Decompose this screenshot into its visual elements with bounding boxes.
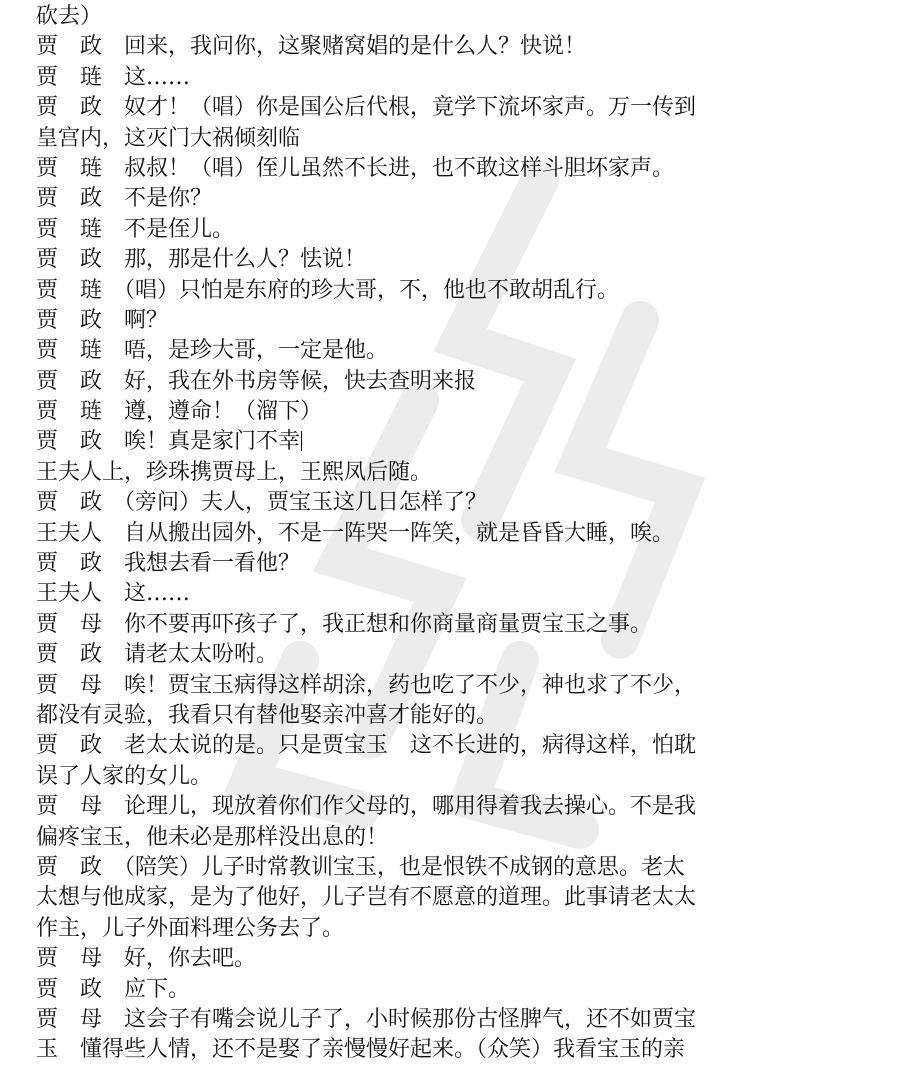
script-line: 贾 政 （陪笑）儿子时常教训宝玉，也是恨铁不成钢的意思。老太 bbox=[36, 854, 686, 880]
script-line: 误了人家的女儿。 bbox=[36, 763, 213, 789]
script-line: 贾 琏 （唱）只怕是东府的珍大哥，不，他也不敢胡乱行。 bbox=[36, 277, 620, 303]
script-line: 贾 琏 不是侄儿。 bbox=[36, 216, 235, 242]
script-line-with-caret[interactable] bbox=[36, 427, 876, 457]
script-line: 砍去） bbox=[36, 4, 103, 29]
script-line: 贾 政 那，那是什么人？怯说！ bbox=[36, 247, 367, 273]
script-line: 王夫人 这…… bbox=[36, 581, 191, 607]
stage-direction: 王夫人上，珍珠携贾母上，王熙凤后随。 bbox=[36, 459, 433, 485]
script-line: 都没有灵验，我看只有替他娶亲冲喜才能好的。 bbox=[36, 702, 499, 728]
script-line: 贾 母 论理儿，现放着你们作父母的，哪用得着我去操心。不是我 bbox=[36, 794, 697, 820]
script-page bbox=[36, 2, 876, 1066]
script-line: 作主，儿子外面料理公务去了。 bbox=[36, 915, 345, 941]
script-line: 贾 政 （旁问）夫人，贾宝玉这几日怎样了？ bbox=[36, 490, 488, 516]
script-line: 贾 琏 叔叔！（唱）侄儿虽然不长进，也不敢这样斗胆坏家声。 bbox=[36, 155, 675, 181]
script-line: 太想与他成家，是为了他好，儿子岂有不愿意的道理。此事请老太太 bbox=[36, 885, 697, 911]
script-line: 贾 政 奴才！（唱）你是国公后代根，竟学下流坏家声。万一传到 bbox=[36, 95, 697, 121]
script-line: 贾 母 好，你去吧。 bbox=[36, 946, 257, 972]
script-line: 皇宫内，这灭门大祸倾刻临 bbox=[36, 125, 301, 151]
script-line: 王夫人 自从搬出园外，不是一阵哭一阵笑，就是昏昏大睡，唉。 bbox=[36, 520, 675, 546]
script-line: 贾 政 老太太说的是。只是贾宝玉 这不长进的，病得这样，怕耽 bbox=[36, 733, 697, 759]
script-line: 贾 政 我想去看一看他？ bbox=[36, 551, 301, 577]
script-line: 贾 政 好，我在外书房等候，快去查明来报 bbox=[36, 368, 477, 394]
script-line: 贾 政 应下。 bbox=[36, 976, 191, 1002]
script-line: 贾 政 啊？ bbox=[36, 307, 169, 333]
script-line: 贾 政 请老太太吩咐。 bbox=[36, 642, 279, 668]
script-line: 贾 政 不是你？ bbox=[36, 186, 213, 212]
script-line: 贾 母 你不要再吓孩子了，我正想和你商量商量贾宝玉之事。 bbox=[36, 611, 653, 637]
script-line: 贾 琏 唔，是珍大哥，一定是他。 bbox=[36, 338, 389, 364]
script-line: 玉 懂得些人情，还不是娶了亲慢慢好起来。（众笑）我看宝玉的亲 bbox=[36, 1037, 686, 1063]
script-line: 贾 琏 这…… bbox=[36, 64, 191, 90]
text-cursor bbox=[301, 431, 302, 451]
script-line: 贾 母 这会子有嘴会说儿子了，小时候那份古怪脾气，还不如贾宝 bbox=[36, 1006, 697, 1032]
script-line: 贾 母 唉！贾宝玉病得这样胡涂，药也吃了不少，神也求了不少， bbox=[36, 672, 697, 698]
script-line: 贾 政 回来，我问你，这聚赌窝娼的是什么人？快说！ bbox=[36, 34, 587, 60]
script-line: 偏疼宝玉，他未必是那样没出息的！ bbox=[36, 824, 389, 850]
script-line: 贾 琏 遵，遵命！（溜下） bbox=[36, 399, 323, 425]
script-line-text: 贾 政 唉！真是家门不幸 bbox=[36, 429, 301, 455]
